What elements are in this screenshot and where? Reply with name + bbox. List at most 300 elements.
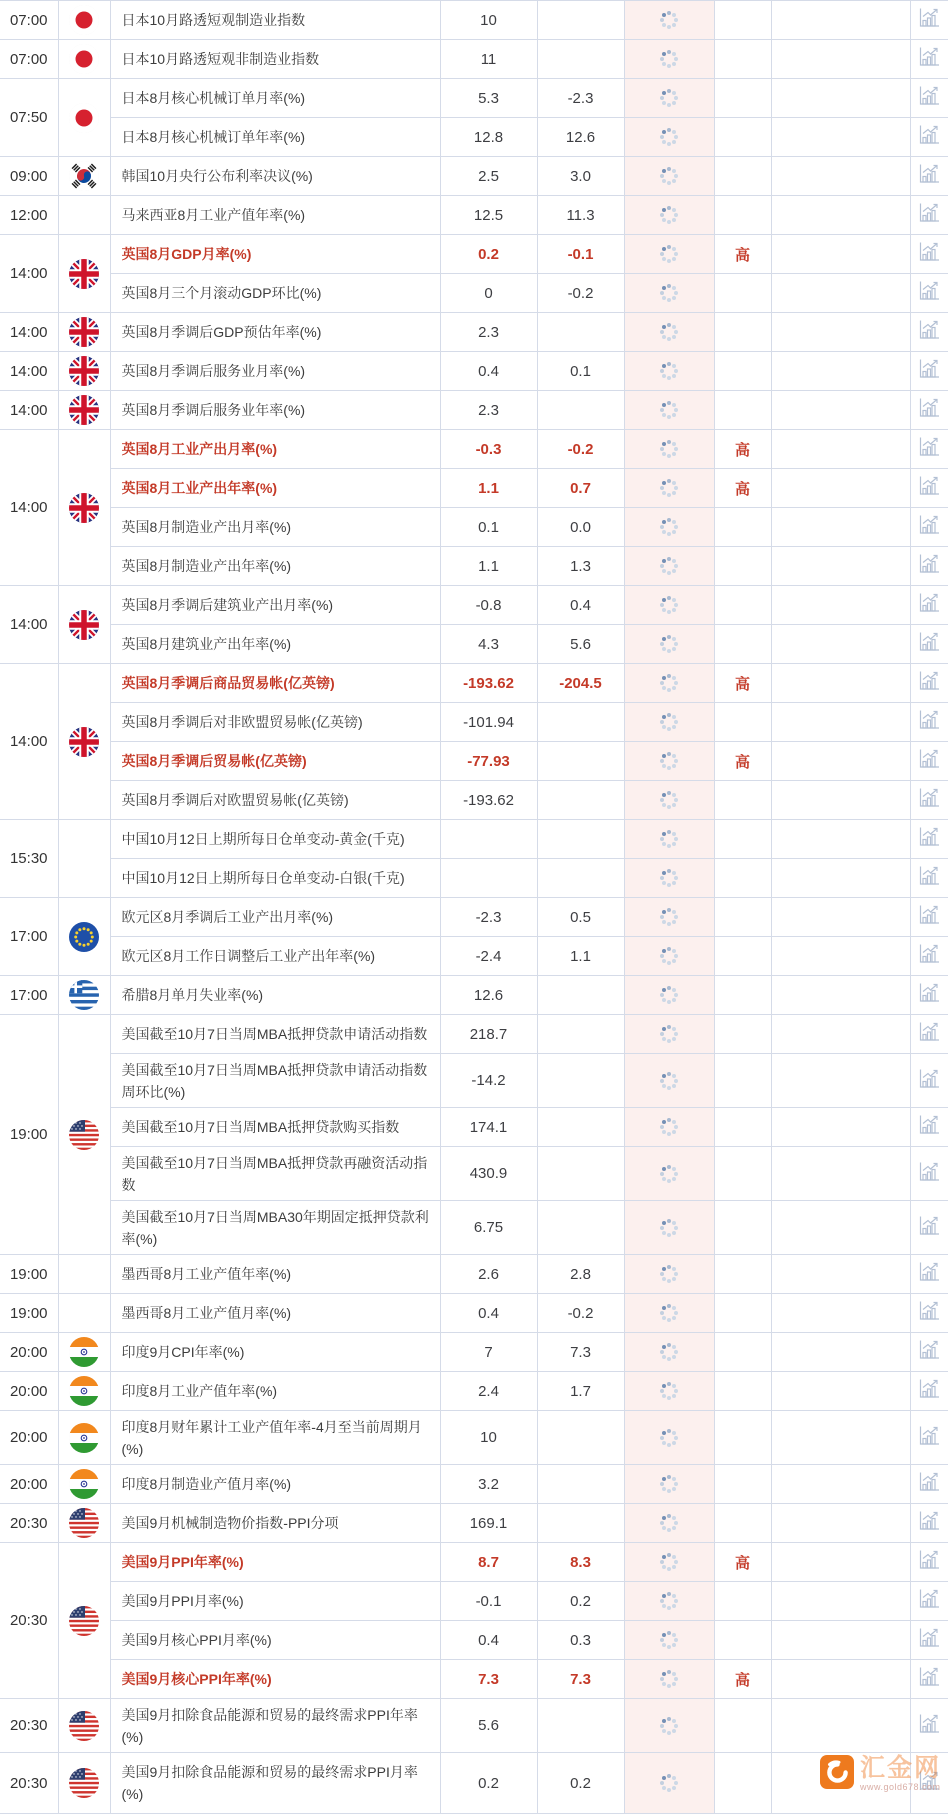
chart-icon[interactable] — [917, 1378, 941, 1399]
chart-icon[interactable] — [917, 1770, 941, 1791]
loading-spinner-icon — [667, 954, 671, 958]
event-label: 英国8月季调后服务业月率(%) — [110, 352, 440, 391]
chart-cell — [910, 313, 948, 352]
chart-icon[interactable] — [917, 436, 941, 457]
table-row — [0, 508, 948, 547]
flag-cell — [58, 391, 110, 430]
chart-cell — [910, 469, 948, 508]
table-row — [0, 157, 948, 196]
importance-badge — [714, 391, 771, 430]
event-label: 英国8月三个月滚动GDP环比(%) — [110, 274, 440, 313]
importance-badge — [714, 1582, 771, 1621]
loading-spinner-icon — [667, 525, 671, 529]
chart-icon[interactable] — [917, 514, 941, 535]
importance-badge — [714, 937, 771, 976]
importance-badge — [714, 1255, 771, 1294]
chart-cell — [910, 40, 948, 79]
importance-badge — [714, 976, 771, 1015]
loading-spinner-icon — [667, 603, 671, 607]
loading-spinner-icon — [667, 642, 671, 646]
flag-usa-icon — [69, 1606, 99, 1636]
spinner-cell — [624, 1411, 714, 1465]
chart-icon[interactable] — [917, 709, 941, 730]
importance-badge — [714, 1201, 771, 1255]
chart-icon[interactable] — [917, 1549, 941, 1570]
table-row — [0, 352, 948, 391]
impact-cell — [771, 196, 910, 235]
loading-spinner-icon — [667, 993, 671, 997]
flag-uk-icon — [69, 493, 99, 523]
importance-badge: 高 — [714, 664, 771, 703]
table-row — [0, 1543, 948, 1582]
chart-icon[interactable] — [917, 826, 941, 847]
flag-greece-icon — [69, 980, 99, 1010]
time-cell: 14:00 — [0, 586, 58, 664]
table-row — [0, 1372, 948, 1411]
chart-icon[interactable] — [917, 865, 941, 886]
spinner-cell — [624, 937, 714, 976]
time-cell: 20:30 — [0, 1699, 58, 1753]
loading-spinner-icon — [667, 1482, 671, 1486]
event-label: 中国10月12日上期所每日仓单变动-黄金(千克) — [110, 820, 440, 859]
flag-cell — [58, 235, 110, 313]
event-label: 英国8月季调后建筑业产出月率(%) — [110, 586, 440, 625]
flag-cell — [58, 1255, 110, 1294]
loading-spinner-icon — [667, 1638, 671, 1642]
flag-korea-icon — [69, 161, 99, 191]
importance-badge — [714, 1621, 771, 1660]
forecast-value: 1.1 — [537, 937, 624, 976]
spinner-cell — [624, 742, 714, 781]
impact-cell — [771, 1, 910, 40]
time-cell: 14:00 — [0, 235, 58, 313]
chart-icon[interactable] — [917, 982, 941, 1003]
flag-cell — [58, 313, 110, 352]
flag-cell — [58, 1294, 110, 1333]
spinner-cell — [624, 196, 714, 235]
loading-spinner-icon — [667, 174, 671, 178]
forecast-value — [537, 313, 624, 352]
event-label: 英国8月季调后GDP预估年率(%) — [110, 313, 440, 352]
time-cell: 09:00 — [0, 157, 58, 196]
table-row — [0, 1201, 948, 1255]
chart-icon[interactable] — [917, 1339, 941, 1360]
loading-spinner-icon — [667, 1350, 671, 1354]
chart-cell — [910, 898, 948, 937]
event-label: 印度8月工业产值年率(%) — [110, 1372, 440, 1411]
chart-icon[interactable] — [917, 124, 941, 145]
importance-badge: 高 — [714, 469, 771, 508]
impact-cell — [771, 820, 910, 859]
spinner-cell — [624, 1015, 714, 1054]
event-label: 美国9月PPI月率(%) — [110, 1582, 440, 1621]
chart-cell — [910, 391, 948, 430]
event-label: 英国8月季调后服务业年率(%) — [110, 391, 440, 430]
impact-cell — [771, 1054, 910, 1108]
spinner-cell — [624, 1504, 714, 1543]
spinner-cell — [624, 235, 714, 274]
flag-india-icon — [69, 1376, 99, 1406]
chart-cell — [910, 1411, 948, 1465]
chart-icon[interactable] — [917, 1161, 941, 1182]
event-label: 美国9月PPI年率(%) — [110, 1543, 440, 1582]
chart-cell — [910, 352, 948, 391]
spinner-cell — [624, 40, 714, 79]
event-label: 欧元区8月季调后工业产出月率(%) — [110, 898, 440, 937]
spinner-cell — [624, 898, 714, 937]
event-label: 美国截至10月7日当周MBA抵押贷款购买指数 — [110, 1108, 440, 1147]
actual-value: -14.2 — [440, 1054, 537, 1108]
loading-spinner-icon — [667, 291, 671, 295]
flag-cell — [58, 40, 110, 79]
event-label: 英国8月季调后贸易帐(亿英镑) — [110, 742, 440, 781]
table-row — [0, 1753, 948, 1814]
table-row — [0, 625, 948, 664]
importance-badge — [714, 508, 771, 547]
table-row — [0, 1504, 948, 1543]
table-row — [0, 1, 948, 40]
importance-badge — [714, 703, 771, 742]
chart-icon[interactable] — [917, 904, 941, 925]
chart-icon[interactable] — [917, 202, 941, 223]
forecast-value: 0.2 — [537, 1753, 624, 1814]
event-label: 英国8月季调后商品贸易帐(亿英镑) — [110, 664, 440, 703]
forecast-value — [537, 1, 624, 40]
actual-value: -193.62 — [440, 664, 537, 703]
loading-spinner-icon — [667, 1599, 671, 1603]
forecast-value: 0.1 — [537, 352, 624, 391]
impact-cell — [771, 1372, 910, 1411]
flag-india-icon — [69, 1469, 99, 1499]
table-row — [0, 547, 948, 586]
actual-value — [440, 859, 537, 898]
impact-cell — [771, 1333, 910, 1372]
actual-value: 174.1 — [440, 1108, 537, 1147]
importance-badge — [714, 1753, 771, 1814]
spinner-cell — [624, 820, 714, 859]
table-row — [0, 781, 948, 820]
chart-icon[interactable] — [917, 1713, 941, 1734]
chart-icon[interactable] — [917, 631, 941, 652]
table-row — [0, 1333, 948, 1372]
loading-spinner-icon — [667, 330, 671, 334]
actual-value: -193.62 — [440, 781, 537, 820]
actual-value: 0.2 — [440, 235, 537, 274]
loading-spinner-icon — [667, 486, 671, 490]
spinner-cell — [624, 274, 714, 313]
importance-badge — [714, 898, 771, 937]
spinner-cell — [624, 1054, 714, 1108]
forecast-value: 11.3 — [537, 196, 624, 235]
chart-icon[interactable] — [917, 1588, 941, 1609]
forecast-value: 7.3 — [537, 1333, 624, 1372]
actual-value: -2.4 — [440, 937, 537, 976]
time-cell: 20:30 — [0, 1543, 58, 1699]
spinner-cell — [624, 352, 714, 391]
chart-icon[interactable] — [917, 1068, 941, 1089]
flag-cell — [58, 157, 110, 196]
table-row — [0, 118, 948, 157]
table-row — [0, 664, 948, 703]
flag-japan-icon — [69, 44, 99, 74]
impact-cell — [771, 1411, 910, 1465]
table-row — [0, 1582, 948, 1621]
time-cell: 19:00 — [0, 1015, 58, 1255]
actual-value: 1.1 — [440, 469, 537, 508]
time-cell: 20:00 — [0, 1333, 58, 1372]
spinner-cell — [624, 547, 714, 586]
event-label: 英国8月制造业产出月率(%) — [110, 508, 440, 547]
chart-cell — [910, 664, 948, 703]
spinner-cell — [624, 430, 714, 469]
actual-value: 3.2 — [440, 1465, 537, 1504]
actual-value: 1.1 — [440, 547, 537, 586]
spinner-cell — [624, 1753, 714, 1814]
event-label: 英国8月GDP月率(%) — [110, 235, 440, 274]
spinner-cell — [624, 157, 714, 196]
actual-value: 12.5 — [440, 196, 537, 235]
table-row — [0, 235, 948, 274]
forecast-value: 0.2 — [537, 1582, 624, 1621]
chart-icon[interactable] — [917, 46, 941, 67]
chart-cell — [910, 625, 948, 664]
importance-badge — [714, 1411, 771, 1465]
time-cell: 19:00 — [0, 1255, 58, 1294]
spinner-cell — [624, 1255, 714, 1294]
impact-cell — [771, 1255, 910, 1294]
time-cell: 20:30 — [0, 1753, 58, 1814]
actual-value: 2.3 — [440, 313, 537, 352]
forecast-value — [537, 1015, 624, 1054]
actual-value: 4.3 — [440, 625, 537, 664]
importance-badge — [714, 196, 771, 235]
time-cell: 20:00 — [0, 1372, 58, 1411]
loading-spinner-icon — [667, 681, 671, 685]
spinner-cell — [624, 1465, 714, 1504]
chart-cell — [910, 1054, 948, 1108]
importance-badge — [714, 118, 771, 157]
spinner-cell — [624, 1108, 714, 1147]
impact-cell — [771, 469, 910, 508]
chart-cell — [910, 1201, 948, 1255]
chart-icon[interactable] — [917, 1021, 941, 1042]
spinner-cell — [624, 781, 714, 820]
time-cell: 14:00 — [0, 352, 58, 391]
importance-badge — [714, 1465, 771, 1504]
table-row — [0, 1660, 948, 1699]
chart-icon[interactable] — [917, 787, 941, 808]
loading-spinner-icon — [667, 1125, 671, 1129]
impact-cell — [771, 976, 910, 1015]
spinner-cell — [624, 469, 714, 508]
chart-icon[interactable] — [917, 241, 941, 262]
time-cell: 19:00 — [0, 1294, 58, 1333]
actual-value: 2.6 — [440, 1255, 537, 1294]
importance-badge — [714, 79, 771, 118]
event-label: 墨西哥8月工业产值月率(%) — [110, 1294, 440, 1333]
chart-icon[interactable] — [917, 1215, 941, 1236]
importance-badge — [714, 547, 771, 586]
chart-icon[interactable] — [917, 319, 941, 340]
forecast-value — [537, 781, 624, 820]
flag-usa-icon — [69, 1120, 99, 1150]
chart-icon[interactable] — [917, 1114, 941, 1135]
chart-cell — [910, 1621, 948, 1660]
importance-badge — [714, 1699, 771, 1753]
forecast-value: 0.0 — [537, 508, 624, 547]
table-row — [0, 79, 948, 118]
spinner-cell — [624, 1147, 714, 1201]
event-label: 印度8月制造业产值月率(%) — [110, 1465, 440, 1504]
importance-badge — [714, 1054, 771, 1108]
event-label: 印度9月CPI年率(%) — [110, 1333, 440, 1372]
chart-cell — [910, 1660, 948, 1699]
table-row — [0, 898, 948, 937]
importance-badge: 高 — [714, 1660, 771, 1699]
event-label: 日本10月路透短观制造业指数 — [110, 1, 440, 40]
actual-value: 12.6 — [440, 976, 537, 1015]
flag-cell — [58, 1465, 110, 1504]
chart-icon[interactable] — [917, 1300, 941, 1321]
forecast-value: -204.5 — [537, 664, 624, 703]
forecast-value — [537, 742, 624, 781]
importance-badge — [714, 1015, 771, 1054]
chart-icon[interactable] — [917, 1666, 941, 1687]
chart-icon[interactable] — [917, 1425, 941, 1446]
forecast-value: 12.6 — [537, 118, 624, 157]
actual-value: 10 — [440, 1, 537, 40]
actual-value: 0.4 — [440, 1621, 537, 1660]
importance-badge: 高 — [714, 235, 771, 274]
impact-cell — [771, 1753, 910, 1814]
watermark-site-name: 汇金网 — [860, 1754, 942, 1782]
impact-cell — [771, 1201, 910, 1255]
flag-uk-icon — [69, 259, 99, 289]
forecast-value: -0.2 — [537, 430, 624, 469]
impact-cell — [771, 118, 910, 157]
chart-icon[interactable] — [917, 7, 941, 28]
flag-uk-icon — [69, 395, 99, 425]
chart-icon[interactable] — [917, 397, 941, 418]
impact-cell — [771, 937, 910, 976]
actual-value: 0.4 — [440, 1294, 537, 1333]
table-row — [0, 196, 948, 235]
table-row — [0, 1255, 948, 1294]
loading-spinner-icon — [667, 1677, 671, 1681]
chart-cell — [910, 1333, 948, 1372]
time-cell: 07:00 — [0, 40, 58, 79]
loading-spinner-icon — [667, 1226, 671, 1230]
forecast-value: 3.0 — [537, 157, 624, 196]
spinner-cell — [624, 664, 714, 703]
forecast-value: 0.5 — [537, 898, 624, 937]
flag-cell — [58, 976, 110, 1015]
watermark-url: www.gold678.com — [860, 1782, 941, 1792]
importance-badge — [714, 1147, 771, 1201]
chart-icon[interactable] — [917, 1510, 941, 1531]
spinner-cell — [624, 1201, 714, 1255]
event-label: 日本10月路透短观非制造业指数 — [110, 40, 440, 79]
flag-usa-icon — [69, 1768, 99, 1798]
loading-spinner-icon — [667, 915, 671, 919]
chart-icon[interactable] — [917, 358, 941, 379]
spinner-cell — [624, 391, 714, 430]
event-label: 美国9月核心PPI年率(%) — [110, 1660, 440, 1699]
flag-cell — [58, 1699, 110, 1753]
loading-spinner-icon — [667, 252, 671, 256]
table-row — [0, 820, 948, 859]
event-label: 英国8月制造业产出年率(%) — [110, 547, 440, 586]
actual-value: -0.3 — [440, 430, 537, 469]
flag-cell — [58, 1504, 110, 1543]
chart-icon[interactable] — [917, 592, 941, 613]
flag-uk-icon — [69, 317, 99, 347]
spinner-cell — [624, 1333, 714, 1372]
forecast-value: 0.4 — [537, 586, 624, 625]
importance-badge — [714, 40, 771, 79]
chart-icon[interactable] — [917, 670, 941, 691]
chart-cell — [910, 1753, 948, 1814]
event-label: 美国截至10月7日当周MBA抵押贷款申请活动指数 — [110, 1015, 440, 1054]
chart-icon[interactable] — [917, 748, 941, 769]
chart-cell — [910, 1147, 948, 1201]
chart-cell — [910, 586, 948, 625]
chart-icon[interactable] — [917, 1471, 941, 1492]
impact-cell — [771, 742, 910, 781]
actual-value: 2.4 — [440, 1372, 537, 1411]
event-label: 美国9月机械制造物价指数-PPI分项 — [110, 1504, 440, 1543]
time-cell: 20:30 — [0, 1504, 58, 1543]
time-cell: 14:00 — [0, 391, 58, 430]
chart-icon[interactable] — [917, 280, 941, 301]
forecast-value — [537, 1465, 624, 1504]
chart-icon[interactable] — [917, 163, 941, 184]
importance-badge — [714, 274, 771, 313]
table-row — [0, 742, 948, 781]
impact-cell — [771, 274, 910, 313]
loading-spinner-icon — [667, 57, 671, 61]
chart-cell — [910, 1108, 948, 1147]
loading-spinner-icon — [667, 135, 671, 139]
impact-cell — [771, 1465, 910, 1504]
actual-value: -0.1 — [440, 1582, 537, 1621]
loading-spinner-icon — [667, 1521, 671, 1525]
flag-japan-icon — [69, 103, 99, 133]
flag-cell — [58, 820, 110, 898]
impact-cell — [771, 1582, 910, 1621]
time-cell: 12:00 — [0, 196, 58, 235]
importance-badge — [714, 1, 771, 40]
chart-icon[interactable] — [917, 1627, 941, 1648]
chart-icon[interactable] — [917, 553, 941, 574]
table-row — [0, 391, 948, 430]
forecast-value — [537, 1054, 624, 1108]
flag-cell — [58, 1753, 110, 1814]
flag-cell — [58, 664, 110, 820]
chart-icon[interactable] — [917, 1261, 941, 1282]
impact-cell — [771, 625, 910, 664]
importance-badge — [714, 157, 771, 196]
spinner-cell — [624, 1372, 714, 1411]
forecast-value — [537, 1201, 624, 1255]
chart-icon[interactable] — [917, 85, 941, 106]
chart-icon[interactable] — [917, 475, 941, 496]
forecast-value — [537, 859, 624, 898]
spinner-cell — [624, 859, 714, 898]
chart-icon[interactable] — [917, 943, 941, 964]
flag-cell — [58, 898, 110, 976]
impact-cell — [771, 898, 910, 937]
